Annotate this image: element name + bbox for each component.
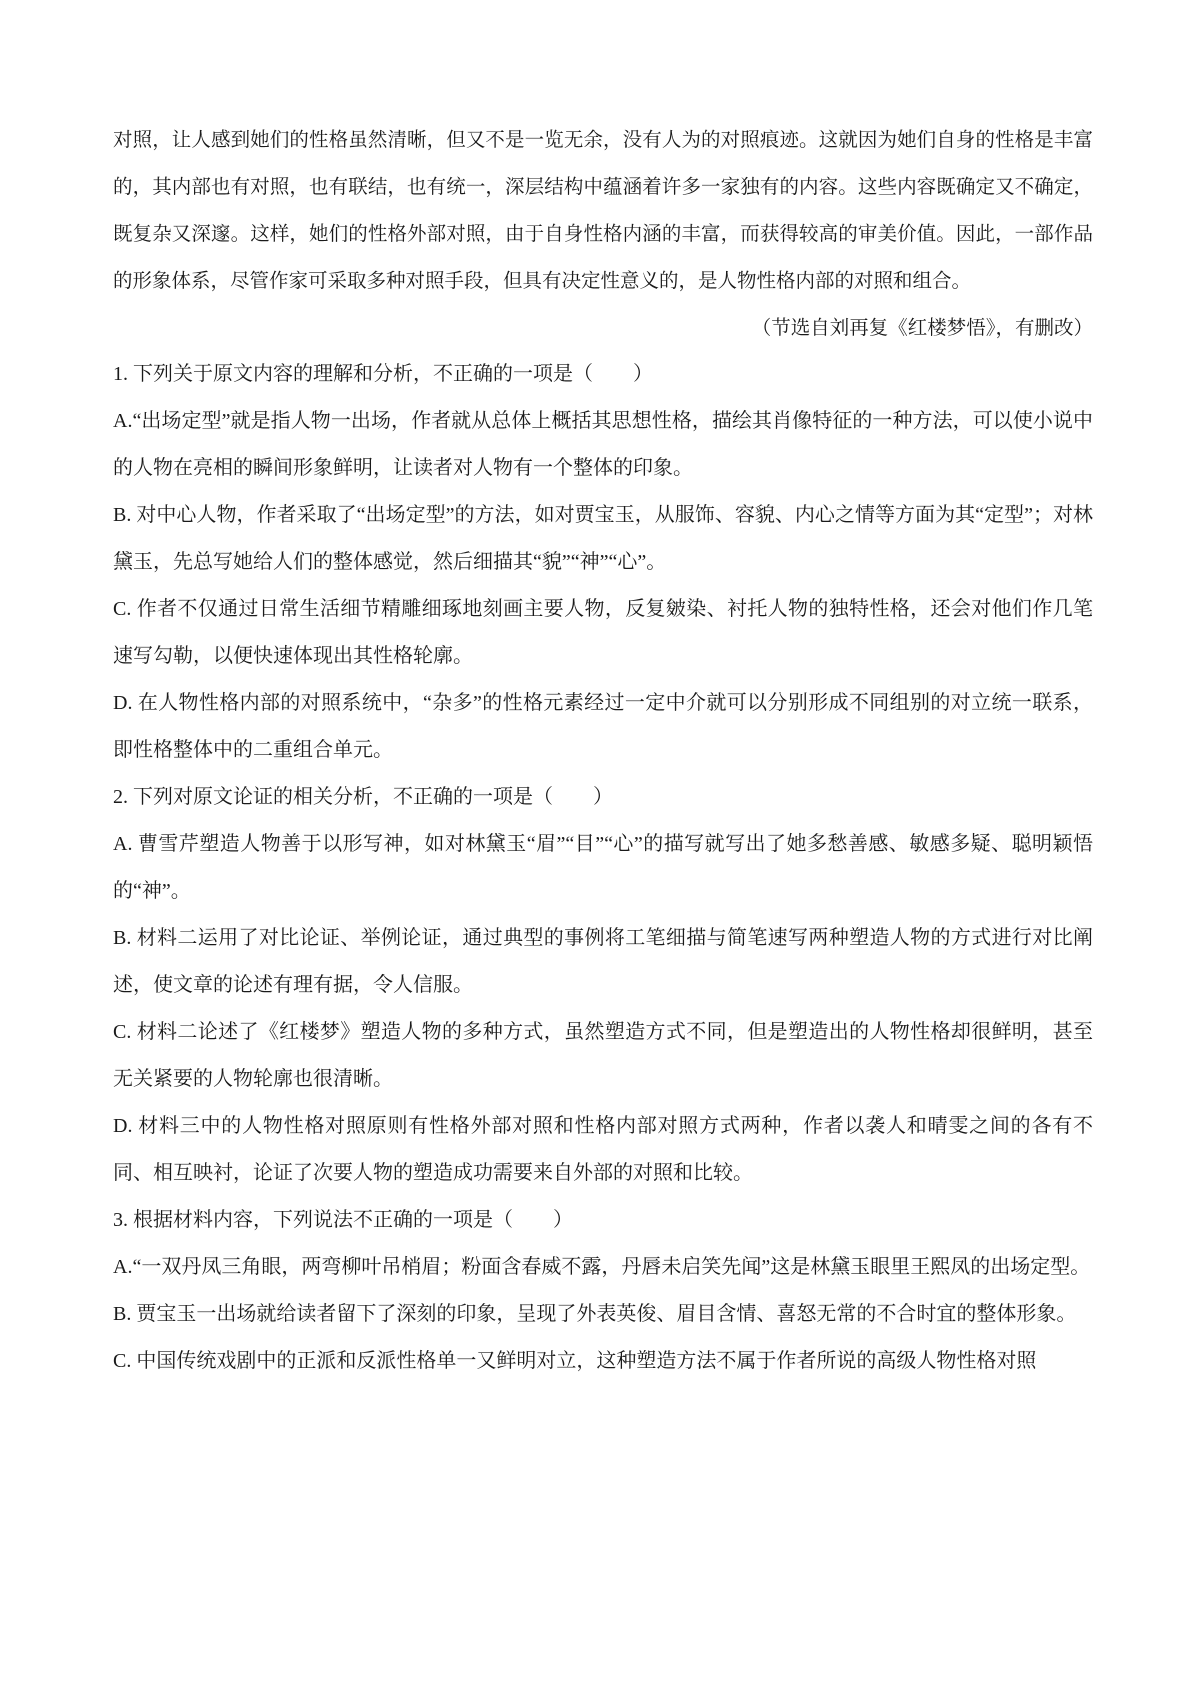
question-2-option-c: C. 材料二论述了《红楼梦》塑造人物的多种方式，虽然塑造方式不同，但是塑造出的人物性格却很鲜明，甚至无关紧要的人物轮廓也很清晰。: [113, 1021, 1093, 1090]
question-1-stem: 1. 下列关于原文内容的理解和分析，不正确的一项是（ ）: [113, 363, 653, 385]
question-1-option-b: B. 对中心人物，作者采取了“出场定型”的方法，如对贾宝玉，从服饰、容貌、内心之情等方面为其“定型”；对林黛玉，先总写她给人们的整体感觉，然后细描其“貌”“神”“心”。: [113, 504, 1093, 573]
question-3-option-b: B. 贾宝玉一出场就给读者留下了深刻的印象，呈现了外表英俊、眉目含情、喜怒无常的不合时宜的整体形象。: [113, 1303, 1077, 1325]
question-1-option-a: A.“出场定型”就是指人物一出场，作者就从总体上概括其思想性格，描绘其肖像特征的一种方法，可以使小说中的人物在亮相的瞬间形象鲜明，让读者对人物有一个整体的印象。: [113, 410, 1093, 479]
question-2-option-d: D. 材料三中的人物性格对照原则有性格外部对照和性格内部对照方式两种，作者以袭人和晴雯之间的各有不同、相互映衬，论证了次要人物的塑造成功需要来自外部的对照和比较。: [113, 1115, 1093, 1184]
question-2-option-a: A. 曹雪芹塑造人物善于以形写神，如对林黛玉“眉”“目”“心”的描写就写出了她多愁善感、敏感多疑、聪明颖悟的“神”。: [113, 833, 1093, 902]
question-1-option-d: D. 在人物性格内部的对照系统中，“杂多”的性格元素经过一定中介就可以分别形成不同组别的对立统一联系，即性格整体中的二重组合单元。: [113, 692, 1093, 761]
document-body: [113, 116, 1093, 1385]
passage-paragraph: 对照，让人感到她们的性格虽然清晰，但又不是一览无余，没有人为的对照痕迹。这就因为她们自身的性格是丰富的，其内部也有对照，也有联结，也有统一，深层结构中蕴涵着许多一家独有的内容。这些内容既确定又不确定，既复杂又深邃。这样，她们的性格外部对照，由于自身性格内涵的丰富，而获得较高的审美价值。因此，一部作品的形象体系，尽管作家可采取多种对照手段，但具有决定性意义的，是人物性格内部的对照和组合。: [113, 128, 1093, 292]
passage-source: （节选自刘再复《红楼梦悟》，有删改）: [751, 316, 1093, 339]
question-2-option-b: B. 材料二运用了对比论证、举例论证，通过典型的事例将工笔细描与简笔速写两种塑造人物的方式进行对比阐述，使文章的论述有理有据，令人信服。: [113, 927, 1093, 996]
question-3-stem: 3. 根据材料内容，下列说法不正确的一项是（ ）: [113, 1209, 573, 1231]
question-2-stem: 2. 下列对原文论证的相关分析，不正确的一项是（ ）: [113, 786, 613, 808]
question-3-option-c: C. 中国传统戏剧中的正派和反派性格单一又鲜明对立，这种塑造方法不属于作者所说的高级人物性格对照: [113, 1350, 1037, 1372]
question-3-option-a: A.“一双丹凤三角眼，两弯柳叶吊梢眉；粉面含春威不露，丹唇未启笑先闻”这是林黛玉眼里王熙凤的出场定型。: [113, 1256, 1091, 1278]
question-1-option-c: C. 作者不仅通过日常生活细节精雕细琢地刻画主要人物，反复皴染、衬托人物的独特性格，还会对他们作几笔速写勾勒，以便快速体现出其性格轮廓。: [113, 598, 1093, 667]
